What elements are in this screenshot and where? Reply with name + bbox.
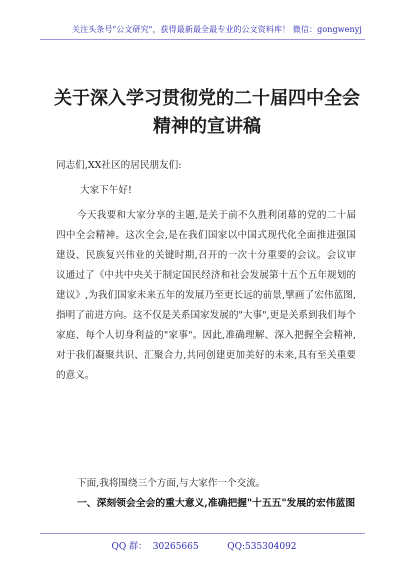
outline-paragraph: 下面,我将围绕三个方面,与大家作一个交流。 bbox=[77, 478, 266, 489]
footer-contact: QQ 群： 30265665 QQ:535304092 bbox=[111, 542, 297, 552]
intro-paragraph: 今天我要和大家分享的主题,是关于前不久胜利闭幕的党的二十届四中全会精神。这次全会,是在我们国家以中国式现代化全面推进强国建设、民族复兴伟业的关键时期,召开的一次十分重要的会议。会议审议通过了《中共中央关于制定国民经济和社会发展第十五个五年规划的建议》,为我们国家未来五年的发展乃至更长远的前景,擘画了宏伟蓝图,指明了前进方向。这不仅是关系国家发展的"大事",更是关系到我们每个家庭、每个人切身利益的"家事"。因此,准确理解、深入把握全会精神,对于我们凝聚共识、汇聚合力,共同创建更加美好的未来,具有至关重要的意义。 bbox=[56, 210, 356, 381]
salutation: 同志们,XX社区的居民朋友们: bbox=[56, 160, 182, 171]
header-divider bbox=[40, 39, 365, 40]
section-heading-1: 一、深刻领会全会的重大意义,准确把握"十五五"发展的宏伟蓝图 bbox=[77, 498, 356, 509]
greeting-line: 大家下午好! bbox=[80, 185, 132, 196]
footer-divider bbox=[40, 533, 365, 534]
document-title: 关于深入学习贯彻党的二十届四中全会精神的宣讲稿 bbox=[54, 88, 360, 137]
header-banner: 关注头条号"公文研究"，获得最新最全最专业的公文资料库！ 微信：gongwenyj bbox=[72, 25, 362, 34]
